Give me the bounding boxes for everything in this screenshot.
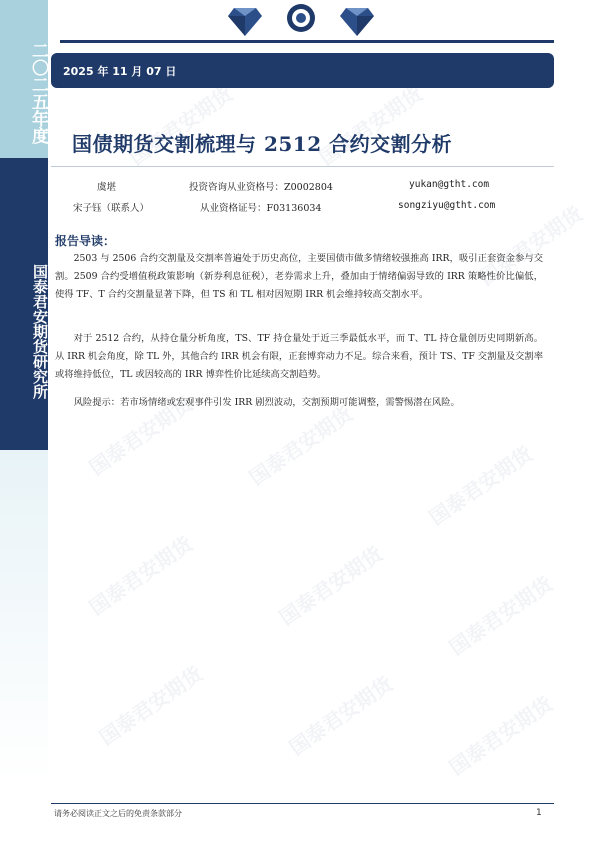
watermark: 国泰君安期货 <box>284 671 397 760</box>
author-email[interactable]: yukan@gtht.com <box>409 179 490 190</box>
watermark: 国泰君安期货 <box>244 401 357 490</box>
sidebar-gradient <box>0 450 48 842</box>
watermark: 国泰君安期货 <box>314 81 427 170</box>
author-name: 虞堪 <box>97 182 117 193</box>
watermark: 国泰君安期货 <box>124 81 237 170</box>
sidebar-org-label: 国泰君安期货研究所 <box>31 263 49 399</box>
watermark: 国泰君安期货 <box>94 661 207 750</box>
guide-paragraph: 2503 与 2506 合约交割量及交割率普遍处于历史高位，主要国债市做多情绪较强推高 IRR，吸引正套资金参与交割。2509 合约受增值税政策影响（新券利息征税），老券需求上升，叠加由于情绪偏弱导致的 IRR 策略性价比偏低，使得 TF、T 合约交割量显著下降，但 TS 和 TL 相对因短期 IRR 机会维持较高交割水平。 <box>55 253 543 300</box>
report-title: 国债期货交割梳理与 2512 合约交割分析 <box>72 132 453 156</box>
header-rule <box>60 40 554 43</box>
watermark: 国泰君安期货 <box>474 201 587 290</box>
risk-paragraph: 风险提示：若市场情绪或宏观事件引发 IRR 剧烈波动，交割预期可能调整，需警惕潜在风险。 <box>73 397 460 408</box>
title-divider <box>51 166 554 167</box>
author-qualification: 投资咨询从业资格号：Z0002804 <box>189 182 333 193</box>
watermark: 国泰君安期货 <box>424 441 537 530</box>
watermark: 国泰君安期货 <box>444 571 557 660</box>
author-name: 宋子钰（联系人） <box>73 203 150 214</box>
sidebar-org-block <box>0 158 48 450</box>
footer-disclaimer[interactable]: 请务必阅读正文之后的免责条款部分 <box>54 809 182 818</box>
report-date: 2025 年 11 月 07 日 <box>63 65 177 78</box>
author-qualification: 从业资格证号：F03136034 <box>200 203 322 214</box>
page-number: 1 <box>536 808 542 818</box>
company-logo-icon <box>226 2 376 44</box>
author-email[interactable]: songziyu@gtht.com <box>398 200 496 211</box>
sidebar-year-label: 二〇二五年度 <box>28 42 48 144</box>
watermark: 国泰君安期货 <box>274 541 387 630</box>
watermark: 国泰君安期货 <box>444 691 557 780</box>
guide-paragraph: 对于 2512 合约，从持仓量分析角度，TS、TF 持仓量处于近三季最低水平，而 T、TL 持仓量创历史同期新高。从 IRR 机会角度，除 TL 外，其他合约 IRR 机会有限，正套博弈动力不足。综合来看，预计 TS、TF 交割量及交割率或将维持低位，TL 或因较高的 IRR 博弈性价比延续高交割趋势。 <box>55 333 543 380</box>
watermark: 国泰君安期货 <box>84 391 197 480</box>
section-heading: 报告导读： <box>55 234 116 248</box>
watermark: 国泰君安期货 <box>84 531 197 620</box>
footer-rule <box>51 803 554 804</box>
date-bar <box>51 53 554 88</box>
sidebar-year-block <box>0 0 48 158</box>
